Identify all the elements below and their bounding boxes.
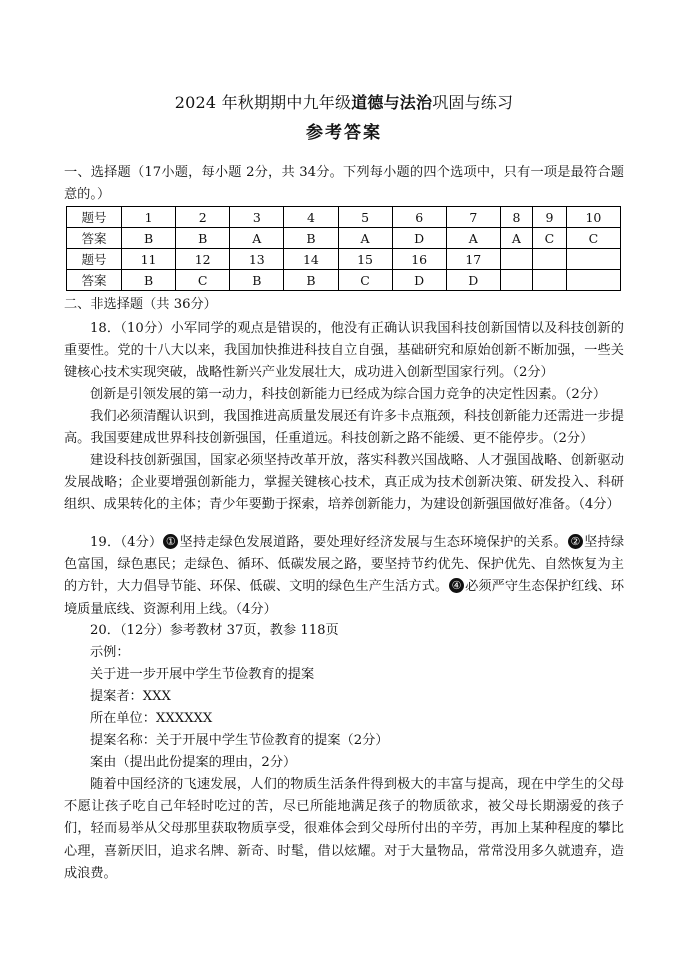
table-cell: [532, 270, 566, 291]
q20-proposal-title: 关于进一步开展中学生节俭教育的提案: [90, 667, 315, 682]
q19-point-1: 坚持走绿色发展道路，要处理好经济发展与生态环境保护的关系。: [179, 535, 567, 550]
table-cell: 11: [122, 249, 176, 270]
section1-heading: 一、选择题（17小题，每小题 2分，共 34分。下列每小题的四个选项中，只有一项是最符合题意的。）: [64, 165, 624, 203]
page-subtitle: 参考答案: [306, 123, 382, 143]
answer-table: [66, 206, 621, 291]
table-cell: 10: [566, 207, 620, 228]
table-cell: 8: [500, 207, 532, 228]
section2-heading: 二、非选择题（共 36分）: [64, 297, 217, 312]
table-cell: A: [446, 228, 500, 249]
table-cell: C: [176, 270, 230, 291]
table-cell: 17: [446, 249, 500, 270]
table-cell: B: [284, 270, 338, 291]
circled-number-4: ④: [449, 578, 464, 593]
table-cell: B: [176, 228, 230, 249]
table-cell: 14: [284, 249, 338, 270]
table-cell: 12: [176, 249, 230, 270]
table-row: [67, 207, 621, 228]
q18-paragraph-3: 我们必须清醒认识到，我国推进高质量发展还有许多卡点瓶颈，科技创新能力还需进一步提高。我国要建成世界科技创新强国，任重道远。科技创新之路不能缓、更不能停步。（2分）: [64, 409, 624, 447]
table-cell: C: [532, 228, 566, 249]
table-cell: [566, 270, 620, 291]
q20-reason-label: 案由（提出此份提案的理由，2分）: [90, 755, 297, 770]
q20-proposal-name: 提案名称：关于开展中学生节俭教育的提案（2分）: [90, 733, 389, 748]
table-cell: B: [230, 270, 284, 291]
q19-point-2: 坚持绿色富国，绿色惠民；走绿色、循环、低碳发展之路，要坚持节约优先、保护优先、自然恢复为主的方针，大力倡导节能、环保、低碳、文明的绿色生产生活方式。: [64, 535, 625, 595]
table-cell: D: [392, 228, 446, 249]
table-cell: C: [566, 228, 620, 249]
table-cell: 16: [392, 249, 446, 270]
table-label-number: 题号: [67, 207, 122, 228]
table-cell: A: [230, 228, 284, 249]
table-label-answer: 答案: [67, 228, 122, 249]
table-cell: 5: [338, 207, 392, 228]
title-prefix: 2024 年秋期期中九年级: [174, 93, 352, 112]
circled-number-2: ②: [568, 534, 583, 549]
q19-paragraph: [64, 532, 624, 621]
table-cell: A: [500, 228, 532, 249]
table-row: [67, 270, 621, 291]
table-cell: [532, 249, 566, 270]
table-cell: [500, 249, 532, 270]
page-title: [0, 90, 688, 113]
table-cell: 2: [176, 207, 230, 228]
table-row: [67, 249, 621, 270]
q19-number: 19．（4分）: [90, 535, 163, 550]
q20-header: 20．（12分）参考教材 37页，教参 118页: [90, 623, 339, 638]
table-cell: 1: [122, 207, 176, 228]
table-cell: B: [122, 270, 176, 291]
table-cell: D: [446, 270, 500, 291]
table-cell: 7: [446, 207, 500, 228]
table-cell: 9: [532, 207, 566, 228]
q20-example-label: 示例：: [90, 645, 130, 660]
q20-proposer: 提案者：XXX: [90, 689, 171, 704]
title-suffix: 巩固与练习: [432, 93, 514, 112]
table-cell: 13: [230, 249, 284, 270]
q18-paragraph-4: 建设科技创新强国，国家必须坚持改革开放，落实科教兴国战略、人才强国战略、创新驱动发展战略；企业要增强创新能力，掌握关键核心技术，真正成为技术创新决策、研发投入、科研组织、成果转化的主体；青少年要勤于探索，培养创新能力，为建设创新强国做好准备。（4分）: [64, 453, 624, 513]
circled-number-1: ①: [163, 534, 178, 549]
table-cell: A: [338, 228, 392, 249]
q18-paragraph-2: 创新是引领发展的第一动力，科技创新能力已经成为综合国力竞争的决定性因素。（2分）: [90, 387, 607, 402]
table-cell: C: [338, 270, 392, 291]
table-cell: D: [392, 270, 446, 291]
table-cell: B: [284, 228, 338, 249]
table-label-number: 题号: [67, 249, 122, 270]
table-label-answer: 答案: [67, 270, 122, 291]
table-cell: 6: [392, 207, 446, 228]
table-cell: B: [122, 228, 176, 249]
table-row: [67, 228, 621, 249]
table-cell: 4: [284, 207, 338, 228]
title-subject: 道德与法治: [351, 93, 433, 112]
q20-unit: 所在单位：XXXXXX: [90, 711, 213, 726]
q19-point-4: 必须严守生态保护红线、环境质量底线、资源利用上线。（4分）: [64, 579, 625, 617]
table-cell: 15: [338, 249, 392, 270]
table-cell: [500, 270, 532, 291]
table-cell: [566, 249, 620, 270]
q20-reason-body: 随着中国经济的飞速发展，人们的物质生活条件得到极大的丰富与提高，现在中学生的父母不愿让孩子吃自己年轻时吃过的苦，尽已所能地满足孩子的物质欲求，被父母长期溺爱的孩子们，轻而易举从父母那里获取物质享受，很难体会到父母所付出的辛劳，再加上某种程度的攀比心理，喜新厌旧，追求名牌、新奇、时髦，借以炫耀。对于大量物品，常常没用多久就遗弃，造成浪费。: [64, 777, 624, 881]
table-cell: 3: [230, 207, 284, 228]
q18-paragraph-1: 18．（10分）小军同学的观点是错误的，他没有正确认识我国科技创新国情以及科技创新的重要性。党的十八大以来，我国加快推进科技自立自强，基础研究和原始创新不断加强，一些关键核心技术实现突破，战略性新兴产业发展壮大，成功进入创新型国家行列。（2分）: [64, 321, 624, 381]
